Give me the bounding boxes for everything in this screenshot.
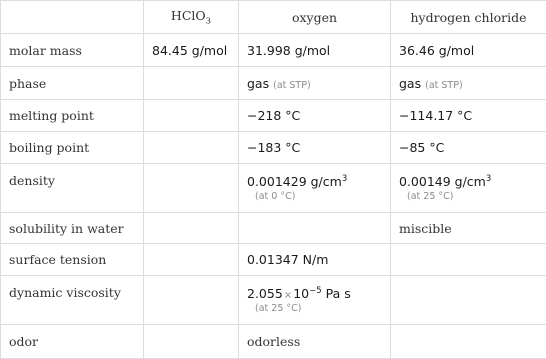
cell-odor-oxygen: odorless: [239, 325, 391, 359]
row-solubility: [1, 213, 546, 244]
row-odor: [1, 325, 546, 359]
cell-density-hclo3: [144, 164, 239, 213]
header-empty-cell: [1, 1, 144, 34]
label-solubility: solubility in water: [1, 213, 144, 244]
cell-solubility-hclo3: [144, 213, 239, 244]
cell-odor-hcl: [391, 325, 546, 359]
cell-boiling-point-oxygen: −183 °C: [239, 132, 391, 164]
cell-density-oxygen: 0.001429 $g/cm^3$ (at 0 °C): [239, 164, 391, 213]
row-surface-tension: [1, 244, 546, 276]
cell-melting-point-oxygen: −218 °C: [239, 100, 391, 132]
cell-phase-oxygen: gas (at STP): [239, 67, 391, 100]
cell-molar-mass-hclo3: 84.45 g/mol: [144, 34, 239, 67]
label-melting-point: melting point: [1, 100, 144, 132]
label-molar-mass: molar mass: [1, 34, 144, 67]
cell-molar-mass-oxygen: 31.998 g/mol: [239, 34, 391, 67]
header-oxygen: oxygen: [239, 1, 391, 34]
label-boiling-point: boiling point: [1, 132, 144, 164]
row-melting-point: [1, 100, 546, 132]
row-boiling-point: [1, 132, 546, 164]
cell-viscosity-hcl: [391, 276, 546, 325]
cell-surface-tension-hclo3: [144, 244, 239, 276]
cell-phase-hclo3: [144, 67, 239, 100]
cell-melting-point-hcl: −114.17 °C: [391, 100, 546, 132]
cell-boiling-point-hclo3: [144, 132, 239, 164]
header-hclo3: HClO$_3$: [144, 1, 239, 34]
label-viscosity: dynamic viscosity: [1, 276, 144, 325]
row-density: [1, 164, 546, 213]
label-density: density: [1, 164, 144, 213]
cell-boiling-point-hcl: −85 °C: [391, 132, 546, 164]
label-surface-tension: surface tension: [1, 244, 144, 276]
cell-viscosity-hclo3: [144, 276, 239, 325]
row-viscosity: [1, 276, 546, 325]
cell-solubility-hcl: miscible: [391, 213, 546, 244]
row-phase: [1, 67, 546, 100]
cell-odor-hclo3: [144, 325, 239, 359]
cell-phase-hcl: gas (at STP): [391, 67, 546, 100]
label-phase: phase: [1, 67, 144, 100]
label-odor: odor: [1, 325, 144, 359]
cell-surface-tension-hcl: [391, 244, 546, 276]
cell-molar-mass-hcl: 36.46 g/mol: [391, 34, 546, 67]
header-hydrogen-chloride: hydrogen chloride: [391, 1, 546, 34]
cell-viscosity-oxygen: $2.055\times 10^{-5}$ Pa s (at 25 °C): [239, 276, 391, 325]
row-molar-mass: [1, 34, 546, 67]
cell-surface-tension-oxygen: 0.01347 N/m: [239, 244, 391, 276]
header-row: [1, 1, 546, 34]
cell-solubility-oxygen: [239, 213, 391, 244]
cell-density-hcl: 0.00149 $g/cm^3$ (at 25 °C): [391, 164, 546, 213]
cell-melting-point-hclo3: [144, 100, 239, 132]
